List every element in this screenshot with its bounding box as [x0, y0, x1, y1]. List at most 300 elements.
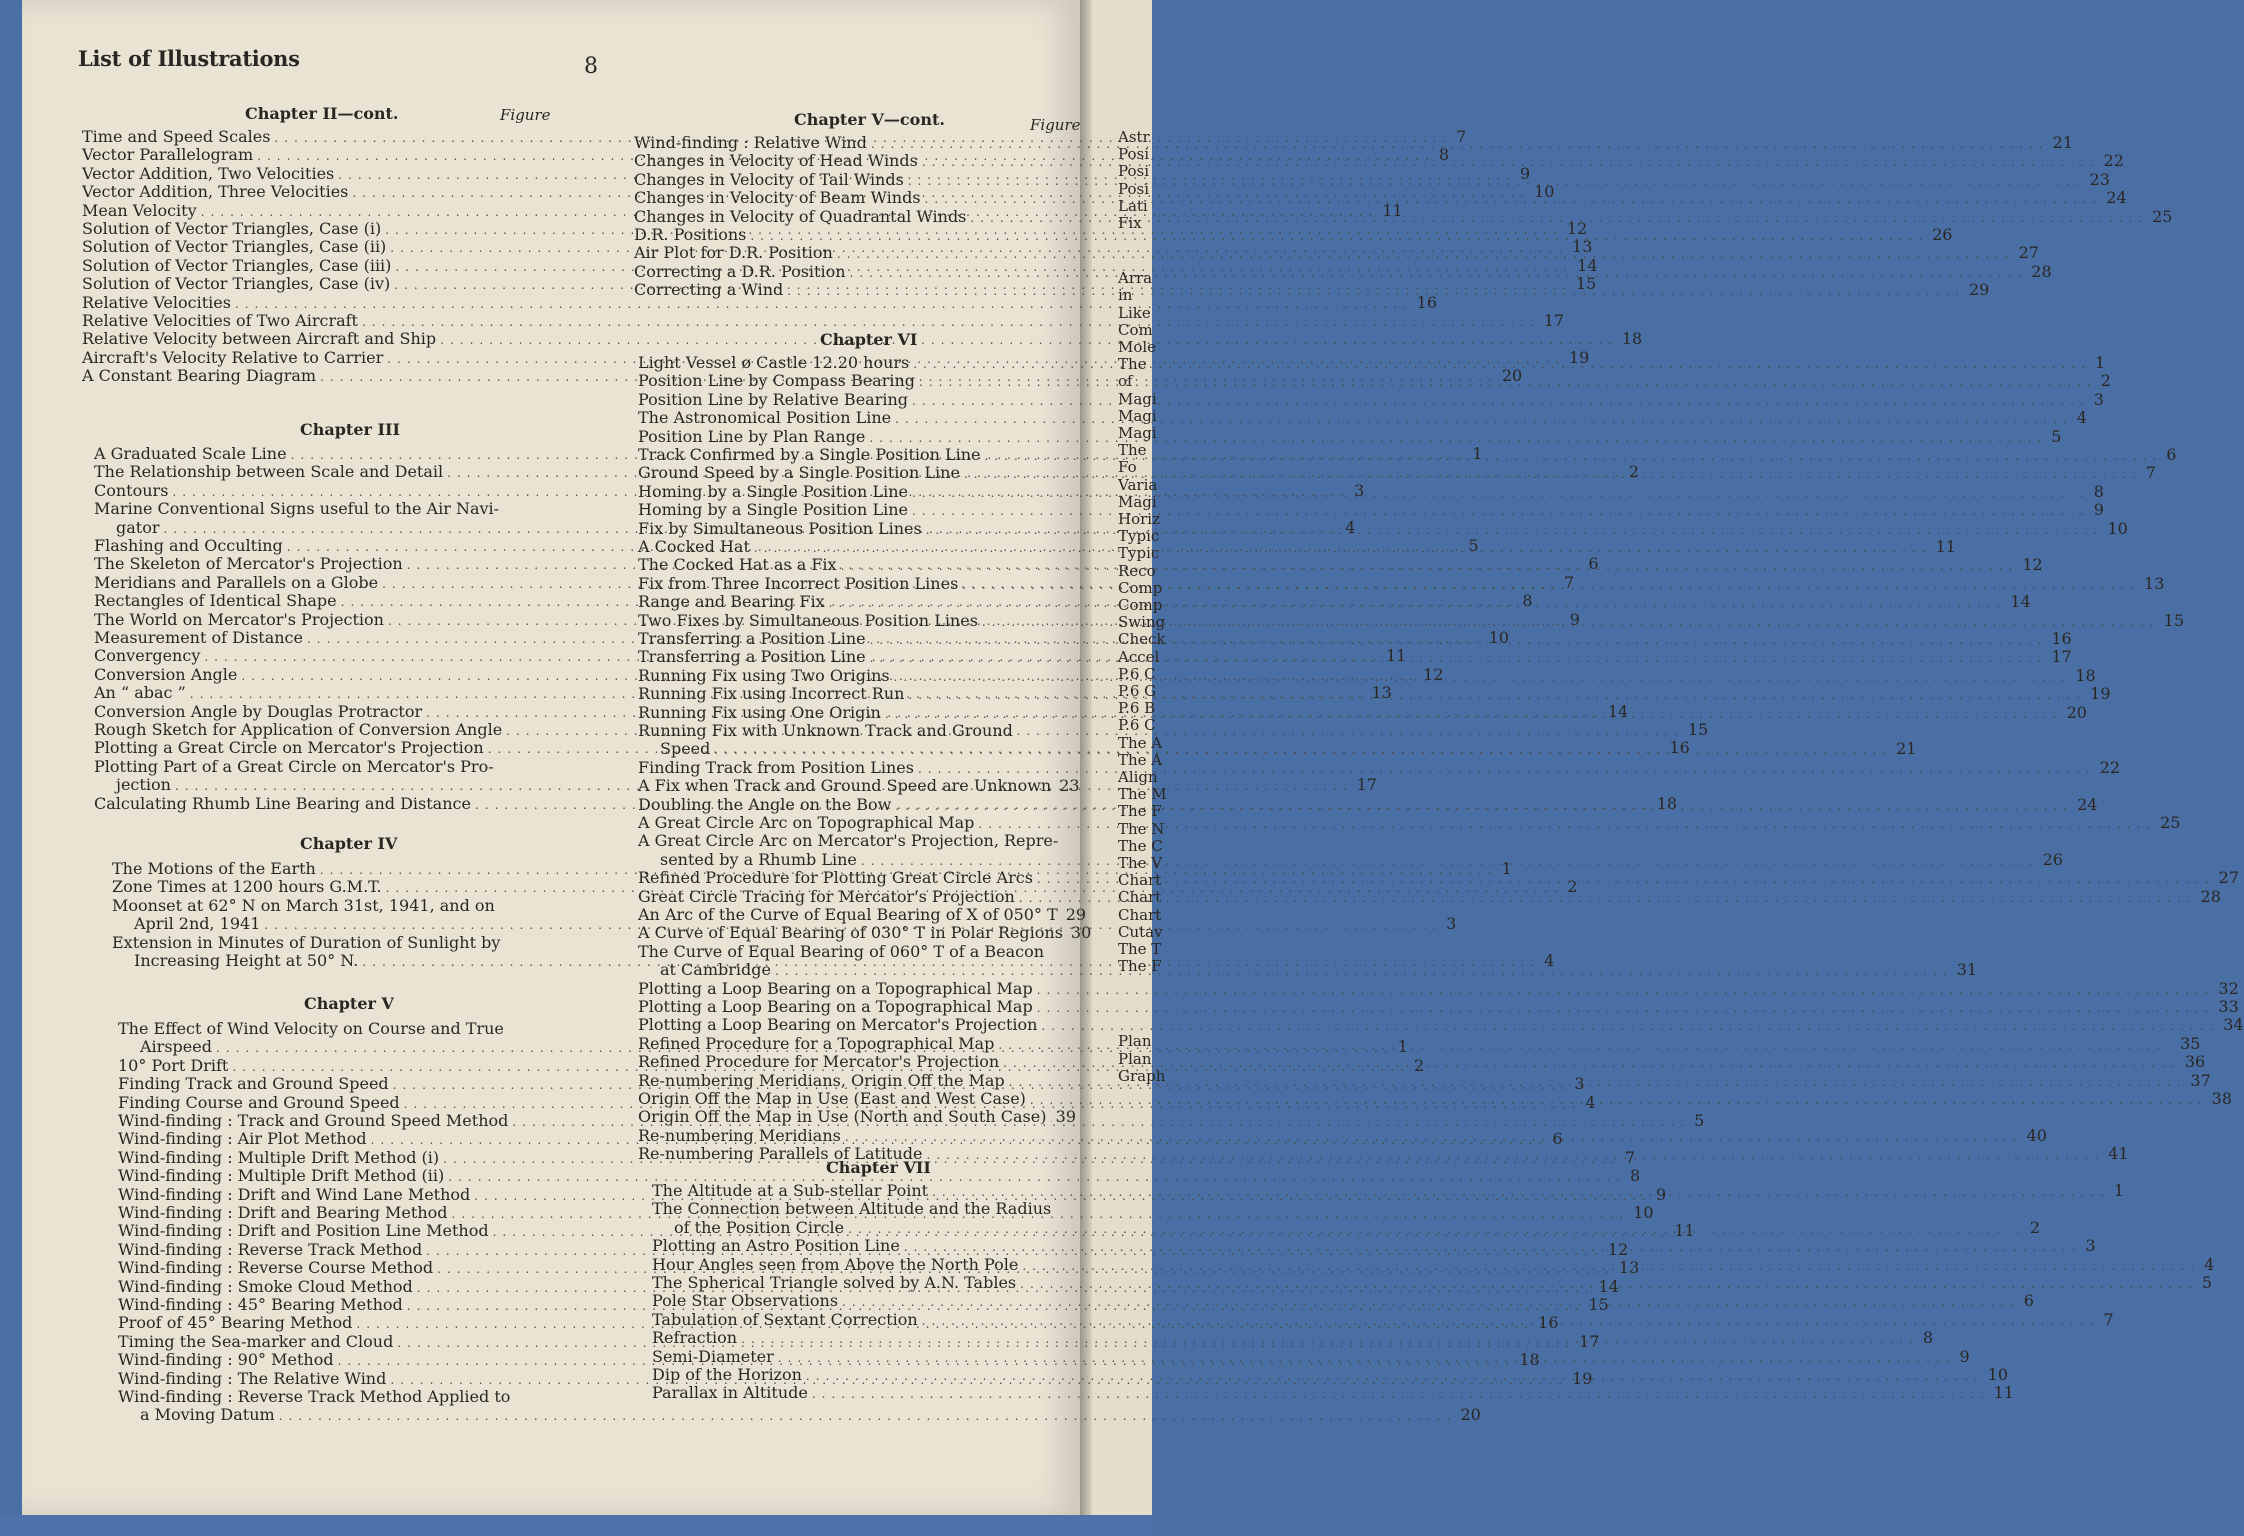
figure-number: 32: [2218, 978, 2239, 998]
figure-number: 11: [1386, 646, 1407, 666]
entry-title: Plotting an Astro Position Line: [652, 1236, 900, 1256]
entry-title: A Great Circle Arc on Topographical Map: [638, 813, 975, 832]
facing-page-fragment: The F: [1118, 957, 1162, 976]
figure-number: 22: [2103, 151, 2124, 171]
figure-number: 10: [1987, 1365, 2009, 1384]
entry-title: Wind-finding : Drift and Position Line Method: [118, 1221, 489, 1241]
figure-number: 20: [1501, 366, 1523, 386]
figure-number: 11: [1382, 200, 1403, 220]
figure-number: 20: [1460, 1405, 1481, 1425]
leader-dots: [908, 172, 2086, 190]
leader-dots: [440, 331, 1618, 349]
leader-dots: [1020, 1275, 2198, 1293]
figure-number: 30: [1070, 923, 1092, 943]
facing-page-fragment: Align: [1118, 768, 1158, 786]
entry-title-continuation: gator: [116, 517, 160, 537]
entry-title-continuation: a Moving Datum: [140, 1405, 275, 1425]
illustration-entry: [652, 1200, 1076, 1218]
leader-dots: [1037, 870, 2215, 888]
figure-number: 12: [1566, 219, 1588, 238]
figure-number: 8: [1629, 1166, 1641, 1186]
leader-dots: [1050, 1109, 1051, 1127]
chapter-heading: Chapter VII: [826, 1158, 931, 1177]
entry-title: Transferring a Position Line: [638, 629, 866, 648]
leader-dots: [845, 1128, 2023, 1149]
entry-title: Running Fix using Two Origins: [638, 665, 890, 685]
leader-dots: [861, 852, 2039, 870]
entry-title: Two Fixes by Simultaneous Position Lines: [638, 610, 978, 630]
entry-title: Range and Bearing Fix: [638, 592, 825, 612]
facing-page-fragment: Comp: [1118, 578, 1163, 597]
figure-number: 23: [1059, 776, 1080, 796]
figure-number: 4: [2076, 408, 2088, 428]
figure-number: 28: [2200, 886, 2221, 906]
entry-title: Contours: [94, 480, 169, 500]
facing-page-fragment: Posi: [1118, 162, 1150, 181]
figure-number: 11: [1993, 1383, 2014, 1403]
leader-dots: [1009, 1073, 2187, 1094]
figure-number: 34: [2223, 1015, 2244, 1035]
leader-dots: [850, 264, 2028, 282]
facing-page-fragment: Chart: [1118, 871, 1162, 890]
entry-title: A Constant Bearing Diagram: [82, 366, 317, 386]
facing-page-fragment: Arra: [1118, 269, 1153, 288]
figure-number: 8: [1438, 145, 1450, 165]
figure-number: 28: [2031, 261, 2052, 281]
facing-page-fragment: The A: [1118, 733, 1163, 752]
entry-title: Zone Times at 1200 hours G.M.T.: [112, 877, 382, 897]
entry-title: Rectangles of Identical Shape: [94, 591, 337, 611]
leader-dots: [1019, 889, 2197, 907]
figure-number: 17: [1543, 311, 1565, 330]
facing-page-fragment: Magi: [1118, 492, 1157, 511]
leader-dots: [885, 701, 2063, 723]
leader-dots: [918, 760, 2096, 778]
entry-title: Changes in Velocity of Tail Winds: [634, 169, 904, 189]
entry-title: Refined Procedure for a Topographical Map: [638, 1033, 995, 1053]
entry-title: An Arc of the Curve of Equal Bearing of X of 050° T: [638, 905, 1058, 924]
leader-dots: [1003, 1054, 2181, 1072]
leader-dots: [806, 1367, 1984, 1385]
entry-title: A Fix when Track and Ground Speed are Unknown: [638, 776, 1052, 796]
leader-dots: [985, 444, 2163, 465]
facing-page-fragment: Mole: [1118, 338, 1157, 356]
facing-page-fragment: Fix: [1118, 214, 1142, 232]
entry-title-continuation: sented by a Rhumb Line: [660, 849, 857, 869]
facing-page-fragment: Chart: [1118, 888, 1162, 907]
entry-title: The Relationship between Scale and Detail: [94, 462, 444, 482]
figure-number: 7: [2145, 463, 2156, 483]
figure-number: 17: [2051, 647, 2072, 667]
facing-page-fragment: Typic: [1118, 544, 1160, 563]
facing-page-fragment: The: [1118, 355, 1147, 374]
figure-number: 3: [2085, 1236, 2096, 1256]
entry-title: Finding Track and Ground Speed: [118, 1074, 389, 1094]
entry-title: Convergency: [94, 646, 201, 666]
illustration-entry: [638, 1089, 2232, 1109]
figure-number: 3: [1446, 914, 1457, 934]
figure-number: 26: [1932, 225, 1953, 244]
figure-number: 25: [2160, 813, 2181, 832]
leader-dots: [919, 373, 2097, 391]
facing-page-fragment: Lati: [1118, 196, 1148, 215]
figure-number: 16: [2051, 629, 2072, 648]
figure-number: 3: [2093, 389, 2104, 409]
entry-title: Time and Speed Scales: [82, 127, 271, 146]
entry-title: Moonset at 62° N on March 31st, 1941, and on: [112, 895, 495, 915]
figure-number: 11: [1674, 1221, 1695, 1241]
entry-title: 10° Port Drift: [118, 1055, 229, 1075]
illustration-entry: [638, 997, 2239, 1017]
entry-title: Wind-finding : Track and Ground Speed Method: [118, 1111, 509, 1130]
figure-number: 7: [1624, 1147, 1636, 1167]
leader-dots: [1030, 1091, 2208, 1109]
figure-number: 40: [2026, 1125, 2047, 1145]
leader-dots: [913, 355, 2091, 373]
leader-dots: [362, 313, 1540, 331]
entry-title: A Curve of Equal Bearing of 030° T in Polar Regions: [638, 923, 1063, 943]
figure-number: 13: [1618, 1258, 1640, 1278]
leader-dots: [829, 591, 2007, 612]
entry-title: Solution of Vector Triangles, Case (iv): [82, 274, 391, 294]
entry-title: The Skeleton of Mercator's Projection: [94, 554, 403, 574]
page-number: 8: [584, 54, 598, 79]
figure-number: 18: [1519, 1350, 1540, 1370]
leader-dots: [778, 1349, 1956, 1370]
figure-number: 2: [2100, 371, 2111, 391]
entry-title: Proof of 45° Bearing Method: [118, 1313, 353, 1333]
figure-number: 16: [1416, 292, 1438, 312]
figure-number: 18: [1621, 329, 1643, 349]
figure-number: 22: [2099, 757, 2121, 777]
entry-title: The World on Mercator's Projection: [94, 609, 384, 629]
figure-number: 6: [2023, 1291, 2034, 1311]
figure-number: 6: [2166, 445, 2177, 464]
entry-title: The Effect of Wind Velocity on Course and True: [118, 1019, 504, 1038]
figure-number: 9: [1519, 163, 1531, 183]
figure-number: 8: [1522, 591, 1533, 611]
figure-number: 18: [2075, 665, 2096, 685]
figure-column-label: Figure: [1030, 116, 1081, 134]
facing-page-fragment: Graph: [1118, 1066, 1166, 1085]
entry-title: Wind-finding : 90° Method: [118, 1350, 334, 1370]
entry-title: Changes in Velocity of Beam Winds: [634, 188, 921, 208]
figure-number: 7: [1563, 572, 1574, 592]
figure-number: 27: [2018, 243, 2039, 263]
figure-number: 1: [1397, 1037, 1408, 1057]
leader-dots: [908, 683, 2086, 704]
figure-number: 24: [2106, 188, 2127, 208]
facing-page-fragment: The F: [1118, 802, 1162, 821]
leader-dots: [750, 227, 1928, 245]
figure-number: 15: [1575, 274, 1597, 294]
figure-number: 13: [1371, 683, 1392, 703]
entry-title: Homing by a Single Position Line: [638, 500, 908, 520]
figure-number: 17: [1579, 1331, 1600, 1351]
entry-title: Wind-finding : Drift and Wind Lane Method: [118, 1184, 471, 1204]
entry-title: Homing by a Single Position Line: [638, 481, 908, 501]
entry-title: D.R. Positions: [634, 225, 747, 244]
figure-number: 26: [2042, 849, 2063, 869]
figure-number: 9: [1656, 1184, 1667, 1204]
entry-title-continuation: of the Position Circle: [674, 1217, 845, 1237]
illustration-entry: [638, 1015, 2244, 1035]
entry-title: Transferring a Position Line: [638, 647, 866, 667]
figure-number: 15: [2163, 610, 2185, 630]
entry-title: Finding Track from Position Lines: [638, 757, 914, 777]
leader-dots: [925, 190, 2103, 208]
entry-title: Ground Speed by a Single Position Line: [638, 463, 960, 483]
entry-title: Fix by Simultaneous Position Lines: [638, 518, 922, 538]
entry-title: Wind-finding : Multiple Drift Method (i): [118, 1147, 440, 1167]
facing-page-fragment: Like: [1118, 303, 1151, 322]
figure-number: 12: [2022, 555, 2043, 575]
entry-title: Position Line by Relative Bearing: [638, 389, 909, 409]
entry-title: Dip of the Horizon: [652, 1365, 802, 1384]
entry-title: A Graduated Scale Line: [94, 444, 287, 463]
facing-page-fragment: Comp: [1118, 596, 1163, 614]
figure-number: 41: [2108, 1144, 2129, 1164]
entry-title: Refined Procedure for Mercator's Projection: [638, 1052, 1000, 1072]
leader-dots: [964, 462, 2142, 483]
facing-page-fragment: The N: [1118, 819, 1165, 838]
figure-number: 29: [1065, 905, 1087, 924]
illustration-entry: [118, 1020, 578, 1038]
figure-number: 1: [2113, 1181, 2125, 1200]
figure-number: 5: [1468, 536, 1479, 555]
entry-title: Measurement of Distance: [94, 628, 303, 647]
illustration-entry: [638, 776, 1080, 796]
entry-title: Re-numbering Meridians, Origin Off the Map: [638, 1070, 1005, 1090]
entry-title: Air Plot for D.R. Position: [634, 243, 833, 263]
leader-dots: [787, 282, 1965, 300]
entry-title: Plotting a Loop Bearing on a Topographical Map: [638, 978, 1033, 998]
entry-title: Rough Sketch for Application of Conversion Angle: [94, 720, 503, 739]
entry-title: Relative Velocities: [82, 292, 231, 312]
figure-number: 12: [1423, 664, 1444, 684]
leader-dots: [841, 554, 2019, 575]
figure-number: 7: [1456, 127, 1467, 146]
figure-number: 19: [1572, 1368, 1593, 1388]
entry-title-continuation: at Cambridge: [660, 960, 771, 980]
figure-number: 10: [2107, 518, 2128, 538]
illustration-entry: [638, 943, 1076, 961]
illustration-entry: [652, 1181, 2125, 1201]
entry-title: Vector Addition, Three Velocities: [82, 182, 349, 202]
leader-dots: [870, 628, 2048, 649]
leader-dots: [895, 410, 2073, 428]
entry-title-continuation: jection: [116, 775, 171, 795]
figure-number: 1: [1501, 859, 1512, 878]
leader-dots: [912, 502, 2090, 520]
entry-title: Tabulation of Sextant Correction: [652, 1309, 918, 1329]
figure-number: 33: [2218, 997, 2239, 1016]
facing-page-fragment: The M: [1118, 785, 1167, 804]
figure-number: 5: [1694, 1111, 1705, 1130]
entry-title: Wind-finding : Reverse Track Method Applied to: [118, 1387, 511, 1406]
entry-title: Wind-finding : 45° Bearing Method: [118, 1295, 403, 1314]
entry-title: Plotting a Loop Bearing on Mercator's Projection: [638, 1015, 1038, 1035]
entry-title: Solution of Vector Triangles, Case (ii): [82, 237, 387, 257]
entry-title: Vector Addition, Two Velocities: [82, 163, 335, 183]
leader-dots: [970, 209, 2148, 227]
entry-title: The Motions of the Earth: [112, 859, 316, 878]
facing-page-fragment: Varia: [1118, 475, 1158, 494]
entry-title: Wind-finding : Smoke Cloud Method: [118, 1276, 413, 1296]
facing-page-fragment: Com: [1118, 320, 1153, 339]
facing-page-fragment: Posi: [1118, 145, 1150, 164]
entry-title: Changes in Velocity of Quadrantal Winds: [634, 206, 967, 226]
entry-title: Relative Velocities of Two Aircraft: [82, 311, 358, 330]
entry-title: Re-numbering Meridians: [638, 1125, 841, 1145]
figure-number: 38: [2211, 1089, 2232, 1108]
facing-page-fragment: The V: [1118, 854, 1163, 872]
entry-title: Track Confirmed by a Single Position Line: [638, 445, 981, 464]
illustration-entry: [638, 832, 1076, 850]
figure-number: 16: [1538, 1313, 1559, 1333]
leader-dots: [927, 1146, 2105, 1164]
leader-dots: [998, 1036, 2176, 1057]
figure-number: 37: [2190, 1070, 2211, 1090]
leader-dots: [904, 1238, 2082, 1256]
entry-title: Great Circle Tracing for Mercator's Projection: [638, 886, 1015, 906]
facing-page-fragment: Plan: [1118, 1049, 1152, 1068]
facing-page-fragment: The: [1118, 441, 1147, 460]
figure-number: 14: [1577, 255, 1598, 275]
leader-dots: [870, 646, 2048, 667]
facing-page-fragment: P.6 B: [1118, 699, 1156, 718]
entry-title: Calculating Rhumb Line Bearing and Distance: [94, 793, 471, 813]
illustration-entry: [652, 1383, 2014, 1403]
facing-page-fragment: P.6 C: [1118, 716, 1156, 735]
illustration-entry: [638, 978, 2239, 999]
facing-page-fragment: Horiz: [1118, 510, 1160, 528]
figure-number: 5: [2051, 426, 2062, 446]
figure-number: 10: [1534, 182, 1555, 202]
entry-title-continuation: Speed: [660, 739, 711, 759]
entry-title: Vector Parallelogram: [82, 145, 254, 165]
entry-title: Wind-finding : Drift and Bearing Method: [118, 1203, 448, 1222]
figure-number: 8: [2093, 481, 2104, 501]
chapter-heading: Chapter II—cont.: [245, 104, 399, 123]
figure-number: 15: [1687, 720, 1709, 739]
entry-title: Wind-finding : The Relative Wind: [118, 1368, 387, 1388]
facing-page-fragment: Magi: [1118, 406, 1157, 425]
facing-page-fragment: Typic: [1118, 527, 1160, 546]
figure-number: 18: [1656, 793, 1678, 813]
facing-page-fragment: The A: [1118, 750, 1163, 769]
figure-number: 21: [1896, 739, 1917, 759]
figure-number: 27: [2218, 868, 2239, 888]
entry-title-continuation: Increasing Height at 50° N.: [134, 951, 359, 970]
facing-page-fragment: Astr: [1118, 128, 1150, 146]
figure-number: 31: [1956, 960, 1978, 980]
entry-title: Marine Conventional Signs useful to the Air Navi-: [94, 499, 500, 519]
entry-title: Origin Off the Map in Use (East and West Case): [638, 1089, 1026, 1108]
leader-dots: [1037, 981, 2215, 999]
facing-page-fragment: P.6 C: [1118, 664, 1156, 683]
figure-number: 4: [1544, 951, 1555, 970]
figure-number: 13: [2144, 573, 2165, 593]
entry-title: Wind-finding : Air Plot Method: [118, 1129, 367, 1149]
figure-number: 7: [2103, 1309, 2114, 1329]
figure-number: 10: [1488, 628, 1510, 647]
figure-number: 12: [1607, 1239, 1629, 1259]
figure-number: 2: [1414, 1055, 1425, 1075]
figure-number: 2: [2029, 1217, 2041, 1237]
facing-page-fragment: Chart: [1118, 905, 1162, 924]
figure-number: 13: [1572, 237, 1593, 257]
leader-dots: [962, 572, 2140, 594]
leader-dots: [842, 1293, 2020, 1311]
figure-number: 10: [1633, 1203, 1654, 1222]
leader-dots: [812, 1385, 1990, 1403]
figure-number: 1: [2095, 353, 2106, 372]
figure-number: 1: [1472, 444, 1483, 463]
figure-number: 5: [2201, 1273, 2213, 1292]
entry-title: Semi-Diameter: [652, 1346, 774, 1366]
chapter-heading: Chapter III: [300, 420, 400, 439]
entry-title: Conversion Angle by Douglas Protractor: [94, 701, 423, 721]
entry-title: The Astronomical Position Line: [638, 408, 892, 428]
entry-title: Relative Velocity between Aircraft and Ship: [82, 329, 437, 349]
leader-dots: [741, 1330, 1919, 1348]
book-cover-edge: [0, 1515, 1152, 1536]
leader-dots: [279, 1407, 1457, 1425]
page-header-title: List of Illustrations: [78, 46, 300, 71]
leader-dots: [1041, 1017, 2219, 1035]
entry-title: The Altitude at a Sub-stellar Point: [652, 1181, 929, 1200]
illustration-entry: [638, 923, 1092, 943]
facing-page-fragment: Swing: [1118, 613, 1166, 632]
facing-page-fragment: Magi: [1118, 389, 1157, 408]
facing-page-fragment: in: [1118, 286, 1133, 305]
entry-title: Mean Velocity: [82, 200, 197, 220]
figure-number: 35: [2180, 1033, 2201, 1053]
facing-page-fragment: of: [1118, 372, 1133, 391]
entry-title: Wind-finding : Reverse Track Method: [118, 1239, 423, 1259]
leader-dots: [932, 1183, 2110, 1201]
figure-number: 21: [2052, 133, 2073, 152]
leader-dots: [922, 153, 2100, 171]
facing-page-fragment: Reco: [1118, 561, 1156, 580]
facing-page-fragment: Fo: [1118, 458, 1137, 477]
illustration-entry-continuation: [140, 1405, 1481, 1425]
entry-title: The Spherical Triangle solved by A.N. Tables: [652, 1273, 1017, 1292]
entry-title: Aircraft's Velocity Relative to Carrier: [82, 347, 384, 367]
illustration-entry: [112, 934, 572, 952]
figure-number: 15: [1588, 1295, 1609, 1314]
entry-title-continuation: Airspeed: [140, 1037, 212, 1057]
facing-page-fragment: Cutav: [1118, 922, 1163, 941]
figure-number: 14: [2010, 592, 2031, 612]
leader-dots: [1037, 999, 2215, 1017]
entry-title: Timing the Sea-marker and Cloud: [118, 1331, 394, 1351]
leader-dots: [912, 480, 2090, 502]
figure-number: 24: [2077, 794, 2098, 814]
leader-dots: [1022, 1257, 2200, 1278]
entry-title: Pole Star Observations: [652, 1291, 839, 1311]
entry-title: Origin Off the Map in Use (North and South Case): [638, 1107, 1047, 1127]
entry-title: Light Vessel ø Castle 12.20 hours: [638, 353, 910, 372]
entry-title: An “ abac ”: [94, 683, 186, 703]
entry-title: Plotting a Great Circle on Mercator's Projection: [94, 738, 484, 758]
leader-dots: [837, 245, 2015, 263]
entry-title: Extension in Minutes of Duration of Sunlight by: [112, 932, 501, 952]
facing-page-fragment: Plan: [1118, 1032, 1152, 1051]
entry-title: The Curve of Equal Bearing of 060° T of a Beacon: [638, 941, 1045, 961]
entry-title: Refined Procedure for Plotting Great Circle Arcs: [638, 868, 1033, 888]
